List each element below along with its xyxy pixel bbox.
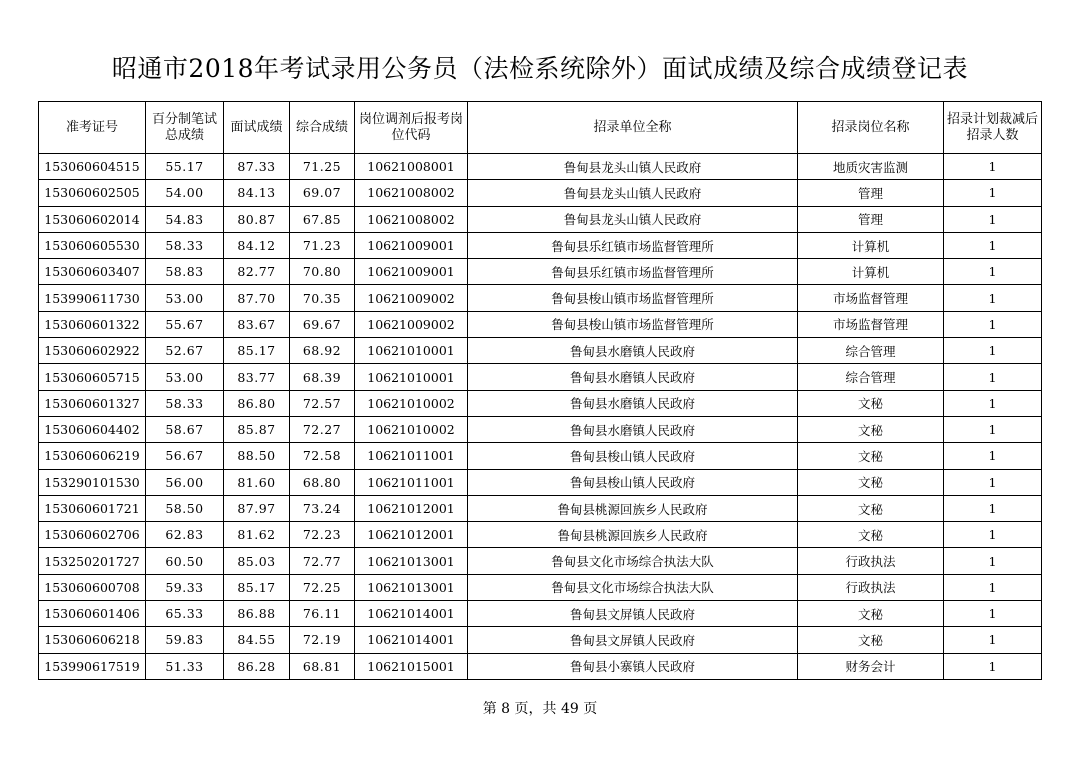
cell-exam-id: 153060605530 — [39, 232, 146, 258]
cell-total-score: 68.81 — [290, 653, 355, 679]
cell-hire-count: 1 — [944, 601, 1042, 627]
table-row — [39, 522, 1042, 548]
cell-post-name: 综合管理 — [798, 338, 944, 364]
cell-post-code: 10621008001 — [355, 154, 468, 180]
cell-hire-count: 1 — [944, 574, 1042, 600]
cell-written-score: 56.00 — [146, 469, 224, 495]
cell-total-score: 68.39 — [290, 364, 355, 390]
cell-hire-count: 1 — [944, 495, 1042, 521]
cell-interview-score: 82.77 — [224, 259, 290, 285]
cell-total-score: 72.25 — [290, 574, 355, 600]
table-row — [39, 416, 1042, 442]
cell-exam-id: 153060603407 — [39, 259, 146, 285]
cell-unit-name: 鲁甸县小寨镇人民政府 — [468, 653, 798, 679]
cell-written-score: 58.33 — [146, 232, 224, 258]
cell-total-score: 70.80 — [290, 259, 355, 285]
table-row — [39, 469, 1042, 495]
cell-post-name: 管理 — [798, 206, 944, 232]
table-row — [39, 574, 1042, 600]
cell-unit-name: 鲁甸县文化市场综合执法大队 — [468, 574, 798, 600]
cell-unit-name: 鲁甸县龙头山镇人民政府 — [468, 206, 798, 232]
cell-total-score: 69.07 — [290, 180, 355, 206]
cell-total-score: 71.23 — [290, 232, 355, 258]
cell-total-score: 72.19 — [290, 627, 355, 653]
cell-hire-count: 1 — [944, 627, 1042, 653]
cell-post-code: 10621008002 — [355, 180, 468, 206]
cell-written-score: 54.00 — [146, 180, 224, 206]
cell-post-code: 10621011001 — [355, 469, 468, 495]
cell-written-score: 60.50 — [146, 548, 224, 574]
cell-unit-name: 鲁甸县桃源回族乡人民政府 — [468, 495, 798, 521]
cell-total-score: 72.58 — [290, 443, 355, 469]
cell-interview-score: 81.62 — [224, 522, 290, 548]
table-row — [39, 627, 1042, 653]
cell-interview-score: 87.70 — [224, 285, 290, 311]
cell-post-name: 管理 — [798, 180, 944, 206]
cell-post-code: 10621012001 — [355, 522, 468, 548]
cell-post-code: 10621012001 — [355, 495, 468, 521]
cell-post-code: 10621010002 — [355, 416, 468, 442]
cell-interview-score: 83.67 — [224, 311, 290, 337]
header-post-code: 岗位调剂后报考岗位代码 — [355, 102, 468, 154]
cell-hire-count: 1 — [944, 653, 1042, 679]
cell-interview-score: 84.13 — [224, 180, 290, 206]
cell-exam-id: 153060602505 — [39, 180, 146, 206]
cell-written-score: 58.83 — [146, 259, 224, 285]
cell-exam-id: 153060606218 — [39, 627, 146, 653]
cell-total-score: 69.67 — [290, 311, 355, 337]
cell-written-score: 55.67 — [146, 311, 224, 337]
cell-post-name: 文秘 — [798, 627, 944, 653]
table-row — [39, 232, 1042, 258]
header-interview-score: 面试成绩 — [224, 102, 290, 154]
table-body — [39, 154, 1042, 680]
cell-post-name: 地质灾害监测 — [798, 154, 944, 180]
header-written-score: 百分制笔试总成绩 — [146, 102, 224, 154]
table-row — [39, 601, 1042, 627]
cell-interview-score: 85.17 — [224, 338, 290, 364]
cell-post-code: 10621010002 — [355, 390, 468, 416]
cell-written-score: 51.33 — [146, 653, 224, 679]
header-hire-count: 招录计划裁减后招录人数 — [944, 102, 1042, 154]
cell-unit-name: 鲁甸县文屏镇人民政府 — [468, 627, 798, 653]
table-row — [39, 154, 1042, 180]
table-row — [39, 653, 1042, 679]
cell-interview-score: 85.17 — [224, 574, 290, 600]
cell-exam-id: 153060604402 — [39, 416, 146, 442]
cell-unit-name: 鲁甸县梭山镇人民政府 — [468, 443, 798, 469]
cell-interview-score: 81.60 — [224, 469, 290, 495]
cell-hire-count: 1 — [944, 338, 1042, 364]
cell-unit-name: 鲁甸县乐红镇市场监督管理所 — [468, 232, 798, 258]
cell-total-score: 76.11 — [290, 601, 355, 627]
cell-total-score: 73.24 — [290, 495, 355, 521]
cell-exam-id: 153990611730 — [39, 285, 146, 311]
cell-post-code: 10621013001 — [355, 548, 468, 574]
header-post-name: 招录岗位名称 — [798, 102, 944, 154]
cell-unit-name: 鲁甸县梭山镇市场监督管理所 — [468, 285, 798, 311]
cell-unit-name: 鲁甸县梭山镇人民政府 — [468, 469, 798, 495]
cell-interview-score: 86.28 — [224, 653, 290, 679]
table-row — [39, 259, 1042, 285]
scores-table — [38, 101, 1042, 680]
cell-hire-count: 1 — [944, 206, 1042, 232]
cell-post-name: 文秘 — [798, 390, 944, 416]
cell-unit-name: 鲁甸县桃源回族乡人民政府 — [468, 522, 798, 548]
cell-post-code: 10621013001 — [355, 574, 468, 600]
cell-total-score: 72.77 — [290, 548, 355, 574]
cell-post-code: 10621009001 — [355, 259, 468, 285]
cell-post-code: 10621008002 — [355, 206, 468, 232]
cell-written-score: 58.33 — [146, 390, 224, 416]
cell-exam-id: 153060604515 — [39, 154, 146, 180]
cell-interview-score: 88.50 — [224, 443, 290, 469]
page-footer: 第 8 页，共 49 页 — [482, 701, 598, 717]
cell-interview-score: 85.87 — [224, 416, 290, 442]
cell-post-name: 行政执法 — [798, 548, 944, 574]
cell-exam-id: 153060602922 — [39, 338, 146, 364]
cell-post-name: 文秘 — [798, 522, 944, 548]
cell-unit-name: 鲁甸县文化市场综合执法大队 — [468, 548, 798, 574]
table-row — [39, 180, 1042, 206]
cell-hire-count: 1 — [944, 390, 1042, 416]
cell-total-score: 68.80 — [290, 469, 355, 495]
cell-post-code: 10621011001 — [355, 443, 468, 469]
cell-total-score: 72.27 — [290, 416, 355, 442]
header-exam-id: 准考证号 — [39, 102, 146, 154]
cell-unit-name: 鲁甸县梭山镇市场监督管理所 — [468, 311, 798, 337]
cell-hire-count: 1 — [944, 232, 1042, 258]
cell-hire-count: 1 — [944, 259, 1042, 285]
cell-post-code: 10621010001 — [355, 364, 468, 390]
cell-hire-count: 1 — [944, 364, 1042, 390]
cell-written-score: 62.83 — [146, 522, 224, 548]
cell-total-score: 68.92 — [290, 338, 355, 364]
cell-post-name: 行政执法 — [798, 574, 944, 600]
cell-unit-name: 鲁甸县水磨镇人民政府 — [468, 364, 798, 390]
table-row — [39, 338, 1042, 364]
cell-post-name: 文秘 — [798, 443, 944, 469]
cell-post-code: 10621014001 — [355, 627, 468, 653]
cell-interview-score: 84.12 — [224, 232, 290, 258]
document-title: 昭通市2018年考试录用公务员（法检系统除外）面试成绩及综合成绩登记表 — [111, 54, 969, 83]
cell-unit-name: 鲁甸县龙头山镇人民政府 — [468, 180, 798, 206]
table-row — [39, 443, 1042, 469]
table-row — [39, 390, 1042, 416]
cell-exam-id: 153060601327 — [39, 390, 146, 416]
cell-total-score: 71.25 — [290, 154, 355, 180]
cell-post-code: 10621010001 — [355, 338, 468, 364]
cell-post-code: 10621015001 — [355, 653, 468, 679]
cell-written-score: 53.00 — [146, 364, 224, 390]
cell-post-name: 文秘 — [798, 495, 944, 521]
cell-written-score: 59.83 — [146, 627, 224, 653]
table-row — [39, 364, 1042, 390]
cell-total-score: 72.57 — [290, 390, 355, 416]
header-total-score: 综合成绩 — [290, 102, 355, 154]
cell-interview-score: 86.80 — [224, 390, 290, 416]
cell-exam-id: 153990617519 — [39, 653, 146, 679]
cell-exam-id: 153250201727 — [39, 548, 146, 574]
cell-unit-name: 鲁甸县文屏镇人民政府 — [468, 601, 798, 627]
cell-exam-id: 153060601322 — [39, 311, 146, 337]
header-row — [39, 102, 1042, 154]
table-row — [39, 495, 1042, 521]
cell-unit-name: 鲁甸县水磨镇人民政府 — [468, 416, 798, 442]
cell-hire-count: 1 — [944, 180, 1042, 206]
cell-interview-score: 86.88 — [224, 601, 290, 627]
cell-written-score: 52.67 — [146, 338, 224, 364]
cell-exam-id: 153060601406 — [39, 601, 146, 627]
table-row — [39, 311, 1042, 337]
cell-unit-name: 鲁甸县乐红镇市场监督管理所 — [468, 259, 798, 285]
cell-written-score: 65.33 — [146, 601, 224, 627]
cell-hire-count: 1 — [944, 443, 1042, 469]
cell-exam-id: 153060606219 — [39, 443, 146, 469]
header-unit-name: 招录单位全称 — [468, 102, 798, 154]
table-header — [39, 102, 1042, 154]
cell-unit-name: 鲁甸县龙头山镇人民政府 — [468, 154, 798, 180]
cell-hire-count: 1 — [944, 416, 1042, 442]
cell-hire-count: 1 — [944, 522, 1042, 548]
cell-post-name: 财务会计 — [798, 653, 944, 679]
cell-post-name: 文秘 — [798, 601, 944, 627]
cell-hire-count: 1 — [944, 469, 1042, 495]
cell-written-score: 58.67 — [146, 416, 224, 442]
cell-interview-score: 87.33 — [224, 154, 290, 180]
cell-post-code: 10621009002 — [355, 285, 468, 311]
cell-post-name: 综合管理 — [798, 364, 944, 390]
cell-written-score: 59.33 — [146, 574, 224, 600]
cell-exam-id: 153060605715 — [39, 364, 146, 390]
cell-post-code: 10621009002 — [355, 311, 468, 337]
cell-written-score: 54.83 — [146, 206, 224, 232]
cell-interview-score: 84.55 — [224, 627, 290, 653]
cell-post-name: 计算机 — [798, 232, 944, 258]
cell-written-score: 53.00 — [146, 285, 224, 311]
cell-exam-id: 153060600708 — [39, 574, 146, 600]
cell-unit-name: 鲁甸县水磨镇人民政府 — [468, 338, 798, 364]
cell-exam-id: 153060601721 — [39, 495, 146, 521]
cell-exam-id: 153060602706 — [39, 522, 146, 548]
cell-post-code: 10621009001 — [355, 232, 468, 258]
cell-total-score: 67.85 — [290, 206, 355, 232]
cell-post-name: 文秘 — [798, 416, 944, 442]
cell-interview-score: 85.03 — [224, 548, 290, 574]
cell-post-name: 市场监督管理 — [798, 285, 944, 311]
cell-interview-score: 80.87 — [224, 206, 290, 232]
cell-interview-score: 83.77 — [224, 364, 290, 390]
cell-written-score: 56.67 — [146, 443, 224, 469]
cell-interview-score: 87.97 — [224, 495, 290, 521]
table-row — [39, 548, 1042, 574]
cell-post-name: 计算机 — [798, 259, 944, 285]
cell-total-score: 70.35 — [290, 285, 355, 311]
cell-unit-name: 鲁甸县水磨镇人民政府 — [468, 390, 798, 416]
cell-written-score: 58.50 — [146, 495, 224, 521]
table-row — [39, 285, 1042, 311]
cell-total-score: 72.23 — [290, 522, 355, 548]
cell-hire-count: 1 — [944, 285, 1042, 311]
cell-post-code: 10621014001 — [355, 601, 468, 627]
cell-post-name: 市场监督管理 — [798, 311, 944, 337]
table-row — [39, 206, 1042, 232]
cell-post-name: 文秘 — [798, 469, 944, 495]
cell-hire-count: 1 — [944, 154, 1042, 180]
cell-exam-id: 153060602014 — [39, 206, 146, 232]
cell-hire-count: 1 — [944, 548, 1042, 574]
cell-hire-count: 1 — [944, 311, 1042, 337]
cell-exam-id: 153290101530 — [39, 469, 146, 495]
cell-written-score: 55.17 — [146, 154, 224, 180]
